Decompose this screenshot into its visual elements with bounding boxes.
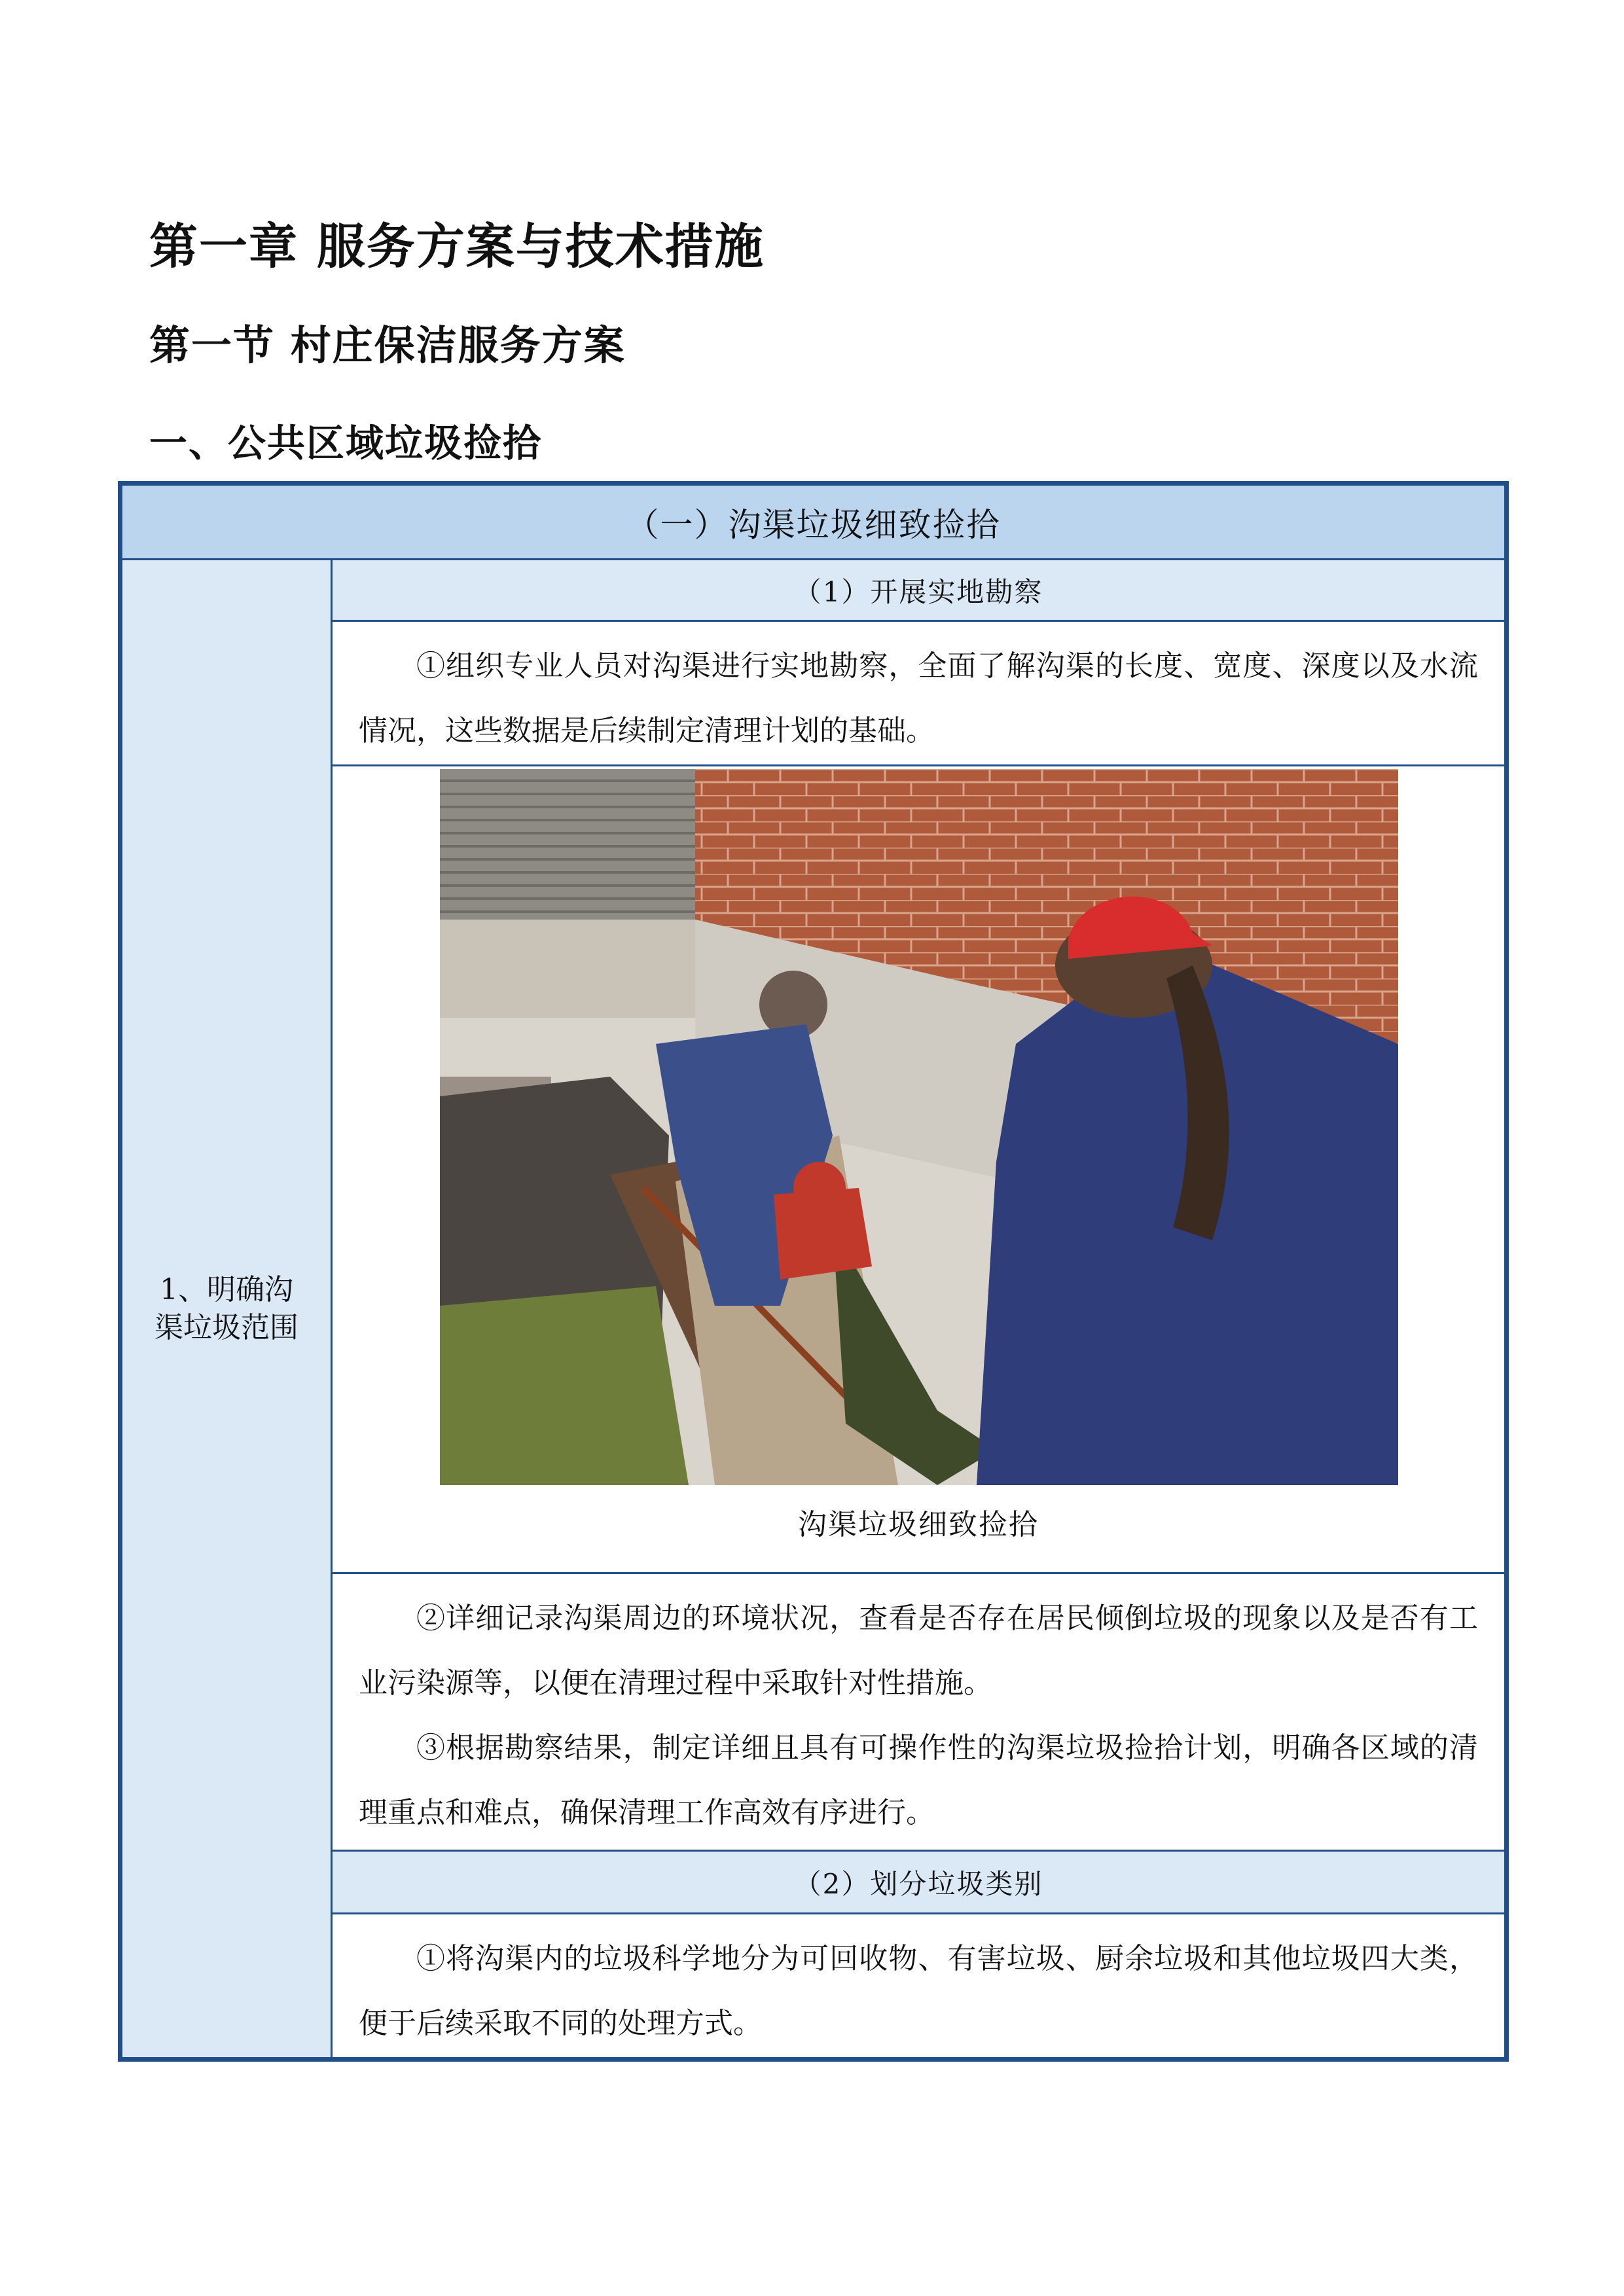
ditch-cleaning-photo — [440, 769, 1398, 1485]
step1-paragraph-1 — [331, 620, 1504, 764]
chapter-heading: 第一章 服务方案与技术措施 — [149, 219, 765, 275]
image-cell — [331, 764, 1504, 1572]
step2-title: （2）划分垃圾类别 — [331, 1850, 1504, 1912]
paragraph-text: ②详细记录沟渠周边的环境状况，查看是否存在居民倾倒垃圾的现象以及是否有工业污染源等，以便在清理过程中采取针对性措施。 — [359, 1602, 1478, 1700]
step2-paragraph-1 — [331, 1912, 1504, 2057]
table-title: （一）沟渠垃圾细致捡拾 — [122, 486, 1504, 558]
image-caption: 沟渠垃圾细致捡拾 — [798, 1508, 1039, 1541]
left-label-cell — [122, 558, 331, 2057]
paragraph-text: ①将沟渠内的垃圾科学地分为可回收物、有害垃圾、厨余垃圾和其他垃圾四大类，便于后续采取不同的处理方式。 — [359, 1942, 1478, 2040]
content-table — [118, 481, 1509, 2062]
paragraph-text: ③根据勘察结果，制定详细且具有可操作性的沟渠垃圾捡拾计划，明确各区域的清理重点和难点，确保清理工作高效有序进行。 — [359, 1731, 1478, 1829]
left-label: 1、明确沟渠垃圾范围 — [154, 1272, 298, 1344]
step1-title: （1）开展实地勘察 — [331, 558, 1504, 620]
subsection-heading: 一、公共区域垃圾捡拾 — [149, 421, 543, 465]
section-heading: 第一节 村庄保洁服务方案 — [149, 321, 626, 369]
paragraph-text: ①组织专业人员对沟渠进行实地勘察，全面了解沟渠的长度、宽度、深度以及水流情况，这些数据是后续制定清理计划的基础。 — [359, 649, 1478, 747]
step1-paragraphs-2-3 — [331, 1572, 1504, 1850]
